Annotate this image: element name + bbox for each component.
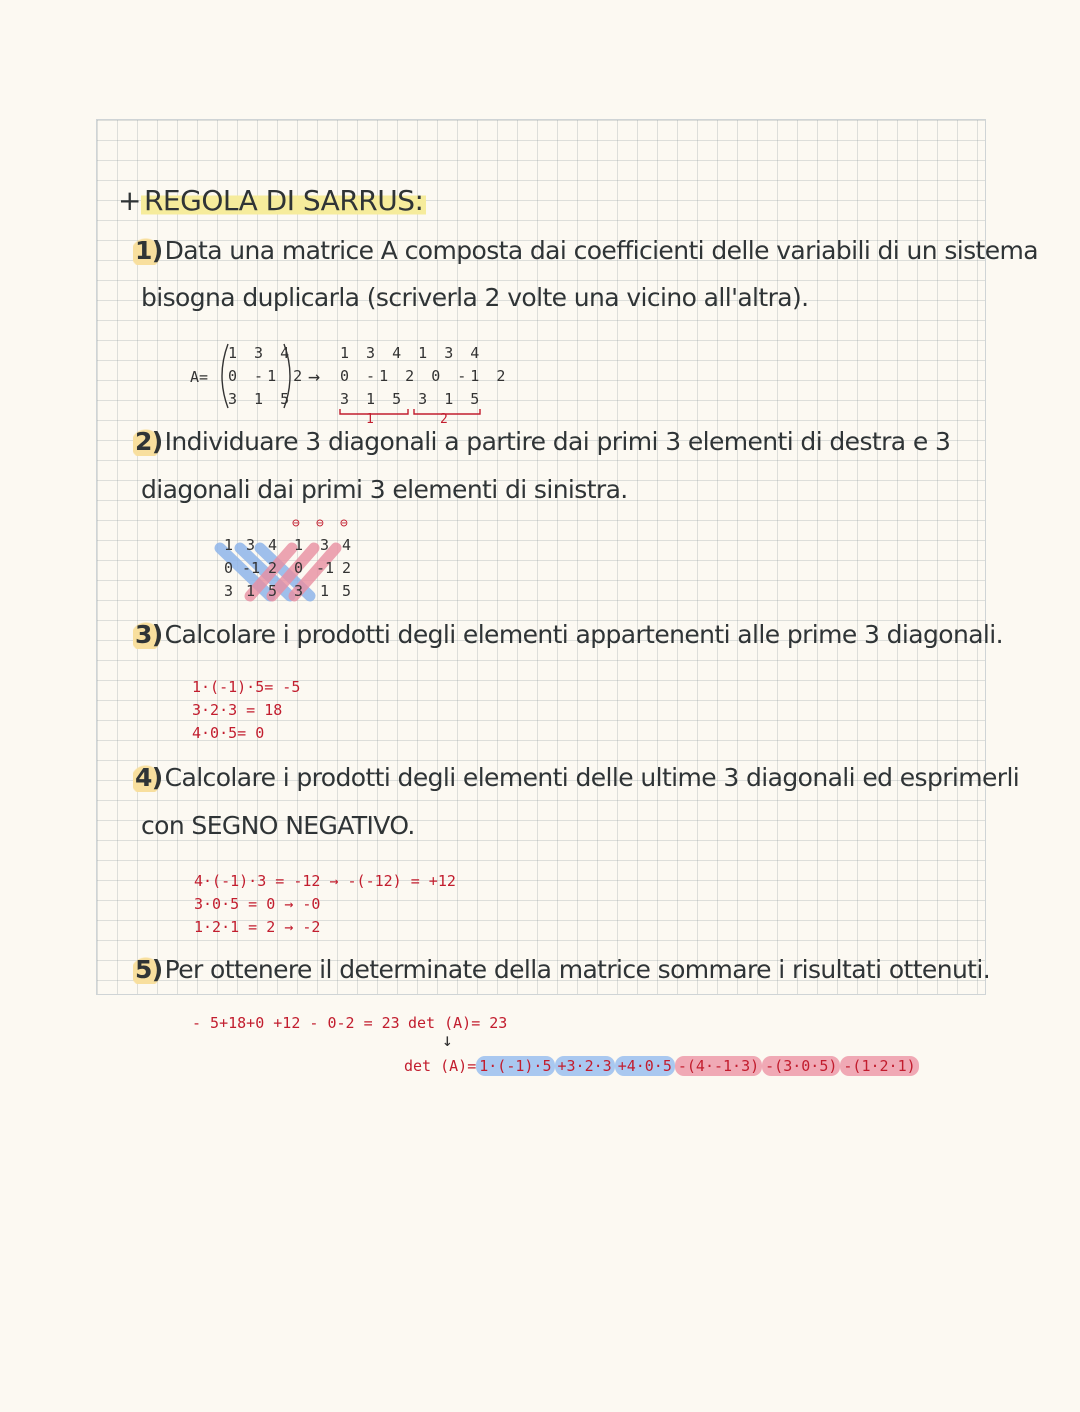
negative-product-2 <box>194 895 320 913</box>
diag-cell: 3 <box>320 536 330 554</box>
positive-product-2: 3·2·3 = 18 <box>192 701 283 719</box>
sum-expression: - 5+18+0 +12 - 0-2 = 23 <box>192 1014 400 1032</box>
step-1-text: Data una matrice A composta dai coefficienti delle variabili di un sistema <box>164 236 1038 265</box>
matrix-label: A= <box>190 368 209 386</box>
minus-sign-icon: ⊖ <box>292 516 300 531</box>
diag-cell: 3 <box>246 536 256 554</box>
step-3-text: Calcolare i prodotti degli elementi appartenenti alle prime 3 diagonali. <box>164 620 1003 649</box>
diag-cell: 2 <box>268 559 278 577</box>
down-arrow-icon: ↓ <box>442 1030 453 1051</box>
diag-cell: 0 <box>294 559 304 577</box>
step-4-line-2: con SEGNO NEGATIVO. <box>141 811 415 840</box>
matrix-row-3: 3 1 5 <box>228 390 294 408</box>
step-2-line-2: diagonali dai primi 3 elementi di sinistra. <box>141 475 628 504</box>
diag-cell: 2 <box>342 559 352 577</box>
title-bullet: + <box>118 184 141 217</box>
diag-cell: -1 <box>242 559 261 577</box>
step-5-line-1 <box>133 955 990 984</box>
diag-cell: 1 <box>320 582 330 600</box>
matrix-a <box>214 340 307 412</box>
det-result: det (A)= 23 <box>408 1014 508 1032</box>
step-2-line-1 <box>133 427 950 456</box>
diag-cell: 3 <box>224 582 234 600</box>
positive-product-3: 4·0·5= 0 <box>192 724 265 742</box>
step-3-line-1 <box>133 620 1003 649</box>
diag-cell: -1 <box>316 559 335 577</box>
title-text: REGOLA DI SARRUS: <box>141 184 426 217</box>
right-arrow-icon: → <box>308 364 321 388</box>
neg-result: -2 <box>302 918 321 936</box>
matrix-row-2: 0 -1 2 <box>228 367 307 385</box>
det-label: det (A)= <box>404 1057 477 1075</box>
step-2-text: Individuare 3 diagonali a partire dai primi 3 elementi di destra e 3 <box>164 427 951 456</box>
step-4-text: Calcolare i prodotti degli elementi delle ultime 3 diagonali ed esprimerli <box>164 763 1020 792</box>
right-arrow-icon: → <box>284 895 294 913</box>
neg-expr: 1·2·1 = 2 <box>194 918 276 936</box>
diag-cell: 4 <box>268 536 278 554</box>
brace-label-2: 2 <box>440 412 448 427</box>
negative-term: -(1·2·1) <box>840 1056 918 1076</box>
step-1-line-2: bisogna duplicarla (scriverla 2 volte una vicino all'altra). <box>141 283 809 312</box>
positive-product-1: 1·(-1)·5= -5 <box>192 678 301 696</box>
matrix-row-1: 1 3 4 <box>228 344 294 362</box>
neg-expr: 3·0·5 = 0 <box>194 895 276 913</box>
minus-sign-icon: ⊖ <box>316 516 324 531</box>
step-1-number: 1) <box>135 236 163 265</box>
step-5-number: 5) <box>135 955 163 984</box>
minus-sign-icon: ⊖ <box>340 516 348 531</box>
negative-term: -(4·-1·3) <box>675 1056 762 1076</box>
duplicated-matrix <box>338 340 510 430</box>
diag-cell: 1 <box>224 536 234 554</box>
diag-cell: 1 <box>294 536 304 554</box>
brace-underline <box>338 408 488 418</box>
step-3-number: 3) <box>135 620 163 649</box>
diag-cell: 5 <box>342 582 352 600</box>
positive-term: 1·(-1)·5 <box>476 1056 554 1076</box>
diag-cell: 0 <box>224 559 234 577</box>
diag-cell: 5 <box>268 582 278 600</box>
right-arrow-icon: → <box>329 872 339 890</box>
brace-label-1: 1 <box>366 412 374 427</box>
step-4-line-1 <box>133 763 1019 792</box>
step-4-number: 4) <box>135 763 163 792</box>
negative-product-3 <box>194 918 320 936</box>
dup-row-2: 0 -1 2 0 -1 2 <box>340 367 510 385</box>
det-expansion <box>404 1057 919 1075</box>
diagonals-diagram <box>210 514 370 604</box>
step-2-number: 2) <box>135 427 163 456</box>
dup-row-3: 3 1 5 3 1 5 <box>340 390 484 408</box>
diag-cell: 4 <box>342 536 352 554</box>
dup-row-1: 1 3 4 1 3 4 <box>340 344 484 362</box>
negative-product-1 <box>194 872 456 890</box>
neg-result: -0 <box>302 895 321 913</box>
step-5-text: Per ottenere il determinate della matrice sommare i risultati ottenuti. <box>164 955 991 984</box>
positive-term: +3·2·3 <box>555 1056 615 1076</box>
neg-result: -(-12) = +12 <box>347 872 456 890</box>
right-arrow-icon: → <box>284 918 294 936</box>
step-1-line-1 <box>133 236 1038 265</box>
section-title <box>118 184 426 217</box>
positive-term: +4·0·5 <box>615 1056 675 1076</box>
neg-expr: 4·(-1)·3 = -12 <box>194 872 321 890</box>
diag-cell: 1 <box>246 582 256 600</box>
diag-cell: 3 <box>294 582 304 600</box>
negative-term: -(3·0·5) <box>762 1056 840 1076</box>
